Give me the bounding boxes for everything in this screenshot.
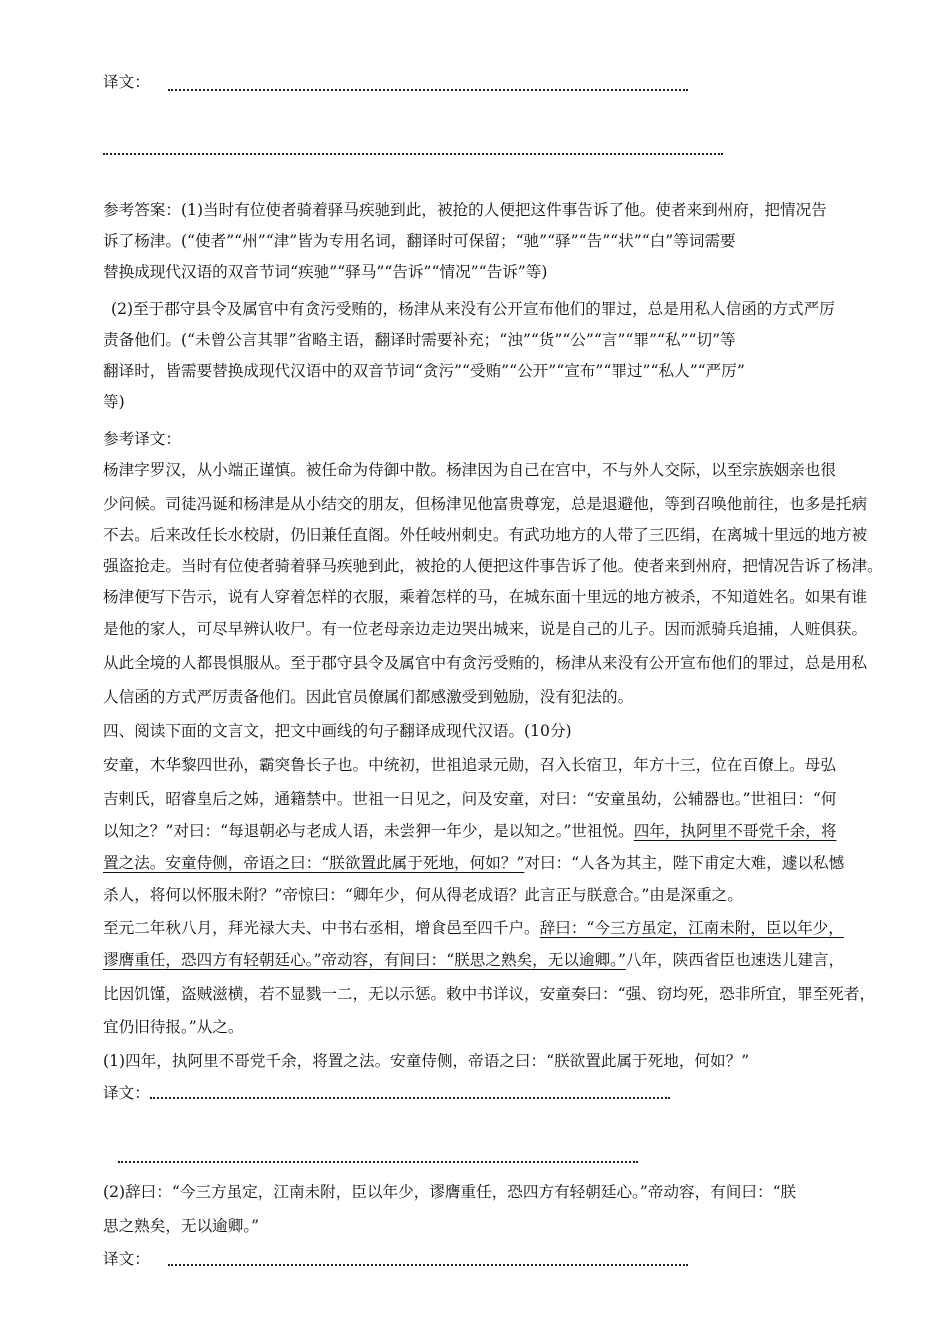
passage-line: 吉剌氏，昭睿皇后之姊，通籍禁中。世祖一日见之，问及安童，对曰：“安童虽幼，公辅器也。”世祖曰：“何 [103, 790, 837, 808]
answer-blank-line[interactable] [168, 1264, 688, 1266]
underlined-sentence: 谬膺重任，恐四方有轻朝廷心。”帝动容，有间曰：“朕思之熟矣，无以逾卿。” [103, 951, 626, 969]
underlined-sentence: 辞曰：“今三方虽定，江南未附，臣以年少， [539, 919, 844, 937]
paragraph-line: 人信函的方式严厉责备他们。因此官员僚属们都感激受到勉励，没有犯法的。 [103, 688, 634, 706]
paragraph-line: 少问候。司徒冯诞和杨津是从小结交的朋友，但杨津见他富贵尊宠，总是退避他，等到召唤他前往，也多是托病 [103, 495, 868, 513]
section-heading: 参考译文： [103, 430, 181, 448]
passage-line [103, 945, 883, 976]
paragraph-line: 从此全境的人都畏惧服从。至于郡守县令及属官中有贪污受贿的，杨津从来没有公开宣布他们的罪过，总是用私 [103, 654, 868, 672]
answer-line: 替换成现代汉语的双音节词“疾驰”“驿马”“告诉”“情况”“告诉”等) [103, 263, 548, 281]
answer-line: 翻译时，皆需要替换成现代汉语中的双音节词“贪污”“受贿”“公开”“宣布”“罪过”“私人”“严厉” [103, 362, 745, 380]
answer-line: 等) [103, 393, 125, 411]
passage-line [103, 848, 883, 879]
translation-label: 译文： [103, 1084, 150, 1102]
answer-blank-line[interactable] [103, 153, 723, 155]
underlined-sentence: 四年，执阿里不哥党千余，将 [633, 822, 837, 840]
paragraph-line: 不去。后来改任长水校尉，仍旧兼任直阁。外任岐州刺史。有武功地方的人带了三匹绢，在离城十里远的地方被 [103, 526, 868, 544]
passage-line: 安童，木华黎四世孙，霸突鲁长子也。中统初，世祖追录元勋，召入长宿卫，年方十三，位在百僚上。母弘 [103, 756, 836, 774]
answer-blank-line[interactable] [168, 89, 688, 91]
answer-line: 责备他们。(“未曾公言其罪”省略主语，翻译时需要补充；“浊”“货”“公”“言”“罪”“私”“切”等 [103, 331, 736, 349]
paragraph-line: 强盗抢走。当时有位使者骑着驿马疾驰到此，被抢的人便把这件事告诉了他。使者来到州府，把情况告诉了杨津。 [103, 557, 883, 575]
passage-line: 杀人，将何以怀服未附？”帝惊曰：“卿年少，何从得老成语？此言正与朕意合。”由是深重之。 [103, 886, 743, 904]
answer-blank-line[interactable] [118, 1161, 638, 1163]
passage-line: 比因饥馑，盗贼滋横，若不显戮一二，无以示惩。敕中书详议，安童奏曰：“强、窃均死，恐非所宜，罪至死者， [103, 985, 876, 1003]
passage-text: 八年，陕西省臣也速迭儿建言， [625, 951, 845, 969]
underlined-sentence: 置之法。安童侍侧，帝语之曰：“朕欲置此属于死地，何如？” [103, 854, 525, 872]
passage-text: 以知之？”对曰：“每退朝必与老成人语，未尝狎一年少，是以知之。”世祖悦。 [103, 822, 634, 840]
paragraph-line: 杨津便写下告示，说有人穿着怎样的衣服，乘着怎样的马，在城东面十里远的地方被杀，不知道姓名。如果有谁 [103, 588, 868, 606]
passage-line [103, 913, 883, 944]
question-heading: 四、阅读下面的文言文，把文中画线的句子翻译成现代汉语。(10分) [103, 722, 572, 740]
answer-blank-line[interactable] [150, 1097, 670, 1099]
passage-line [103, 816, 883, 847]
answer-line: 参考答案：(1)当时有位使者骑着驿马疾驰到此，被抢的人便把这件事告诉了他。使者来到州府，把情况告 [103, 201, 827, 219]
translation-label: 译文： [103, 73, 150, 91]
paragraph-line: 杨津字罗汉，从小端正谨慎。被任命为侍御中散。杨津因为自己在宫中，不与外人交际，以至宗族姻亲也很 [103, 461, 836, 479]
paragraph-line: 是他的家人，可尽早辨认收尸。有一位老母亲边走边哭出城来，说是自己的儿子。因而派骑兵追捕，人赃俱获。 [103, 620, 868, 638]
answer-line: 诉了杨津。(“使者”“州”“津”皆为专用名词，翻译时可保留；“驰”“驿”“告”“状”“白”等词需要 [103, 232, 736, 250]
passage-text: 对曰：“人各为其主，陛下甫定大难，遽以私憾 [524, 854, 845, 872]
passage-line: 宜仍旧待报。”从之。 [103, 1018, 244, 1036]
sub-question-1: (1)四年，执阿里不哥党千余，将置之法。安童侍侧，帝语之曰：“朕欲置此属于死地，何如？” [103, 1052, 750, 1070]
sub-question-2: 思之熟矣，无以逾卿。” [103, 1217, 260, 1235]
translation-label: 译文： [103, 1250, 150, 1268]
sub-question-2: (2)辞曰：“今三方虽定，江南未附，臣以年少，谬膺重任，恐四方有轻朝廷心。”帝动容，有间曰：“朕 [103, 1183, 797, 1201]
answer-line: (2)至于郡守县令及属官中有贪污受贿的，杨津从来没有公开宣布他们的罪过，总是用私人信函的方式严厉 [111, 300, 835, 318]
passage-text: 至元二年秋八月，拜光禄大夫、中书右丞相，增食邑至四千户。 [103, 919, 540, 937]
